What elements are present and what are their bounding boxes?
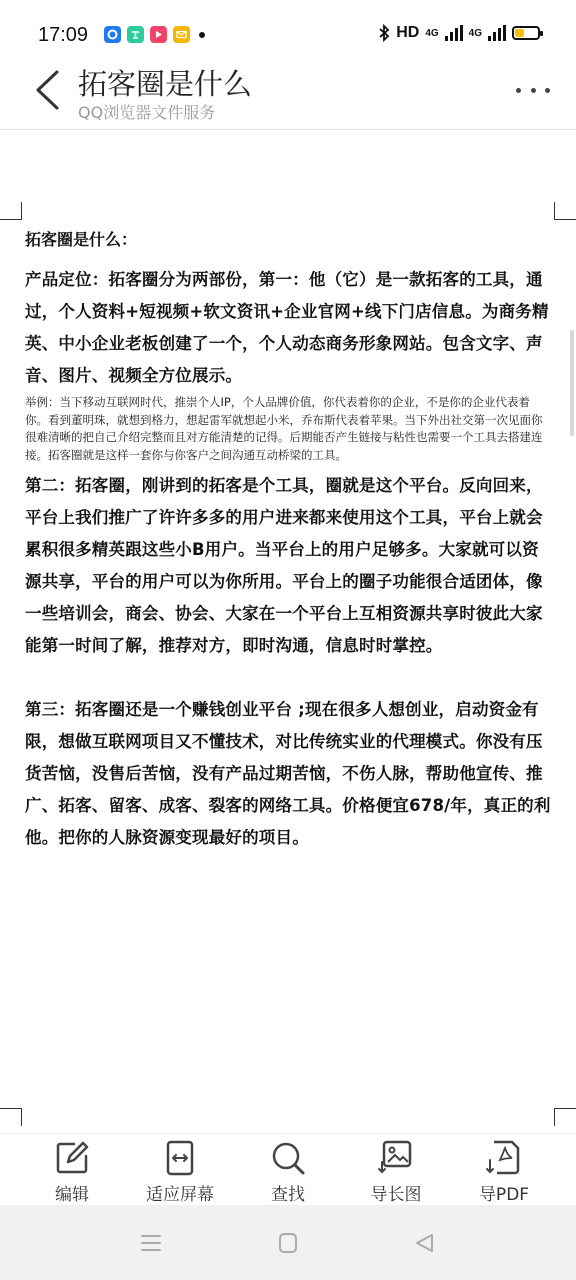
hd-label: HD — [396, 24, 420, 41]
paragraph-example: 举例：当下移动互联网时代，推崇个人IP，个人品牌价值，你代表着你的企业，不是你的企业代表着你。看到董明珠，就想到格力，想起雷军就想起小米，乔布斯代表着苹果。当下外出社交第一次见面你很难清晰的把自己介绍完整而且对方能清楚的记得。后期能否产生链接与粘性也需要一个工具去搭建连接。拓客圈就是这样一套你与你客户之间沟通互动桥梁的工具。 — [25, 395, 543, 462]
app-bar — [0, 58, 576, 130]
document-viewer[interactable] — [0, 130, 576, 1130]
page-subtitle: QQ浏览器文件服务 — [78, 103, 216, 122]
search-icon — [270, 1140, 306, 1176]
export-long-image-button[interactable] — [346, 1134, 446, 1205]
scrollbar[interactable] — [570, 330, 574, 436]
back-nav-button[interactable] — [414, 1233, 436, 1257]
document-heading: 拓客圈是什么： — [25, 230, 138, 249]
app-notification-icon — [104, 26, 121, 43]
signal-label-1: 4G — [425, 27, 439, 39]
system-nav-bar — [0, 1205, 576, 1280]
triangle-back-icon — [414, 1233, 436, 1253]
home-icon — [277, 1233, 299, 1253]
find-button[interactable] — [238, 1134, 338, 1205]
page-crop-mark — [0, 1108, 22, 1126]
signal-icon — [488, 25, 506, 41]
status-indicators — [378, 24, 540, 42]
fit-screen-icon — [162, 1140, 198, 1176]
fit-screen-label: 适应屏幕 — [146, 1185, 214, 1205]
dot-icon — [531, 88, 536, 93]
fit-screen-button[interactable] — [130, 1134, 230, 1205]
menu-button[interactable] — [140, 1233, 162, 1257]
document-content — [25, 230, 551, 854]
video-app-icon — [150, 26, 167, 43]
bottom-toolbar — [0, 1133, 576, 1205]
paragraph-positioning: 产品定位：拓客圈分为两部份，第一：他（它）是一款拓客的工具，通过，个人资料+短视频+软文资讯+企业官网+线下门店信息。为商务精英、中小企业老板创建了一个，个人动态商务形象网站。包含文字、声音、图片、视频全方位展示。 — [25, 270, 549, 385]
battery-icon — [512, 26, 540, 40]
bluetooth-icon — [378, 24, 390, 42]
edit-button[interactable] — [22, 1134, 122, 1205]
home-button[interactable] — [277, 1233, 299, 1257]
export-pdf-button[interactable] — [454, 1134, 554, 1205]
menu-icon — [140, 1233, 162, 1253]
status-time: 17:09 — [38, 24, 89, 46]
pdf-export-icon — [486, 1140, 522, 1176]
edit-icon — [54, 1140, 90, 1176]
dot-icon — [516, 88, 521, 93]
more-options-button[interactable] — [516, 84, 550, 96]
export-long-image-label: 导长图 — [370, 1185, 422, 1205]
page-crop-mark — [554, 202, 576, 220]
notification-icons — [104, 26, 205, 43]
mail-icon — [173, 26, 190, 43]
more-notifications-dot — [199, 32, 205, 38]
find-label: 查找 — [271, 1185, 305, 1205]
chevron-left-icon — [30, 68, 66, 112]
dot-icon — [545, 88, 550, 93]
app-notification-icon — [127, 26, 144, 43]
back-button[interactable] — [30, 68, 66, 112]
edit-label: 编辑 — [55, 1185, 89, 1205]
page-crop-mark — [0, 202, 22, 220]
signal-label-2: 4G — [468, 27, 482, 39]
paragraph-second: 第二：拓客圈，刚讲到的拓客是个工具，圈就是这个平台。反向回来，平台上我们推广了许许多多的用户进来都来使用这个工具，平台上就会累积很多精英跟这些小B用户。当平台上的用户足够多。大家就可以资源共享，平台的用户可以为你所用。平台上的圈子功能很合适团体，像一些培训会，商会、协会、大家在一个平台上互相资源共享时彼此大家能第一时间了解，推荐对方，即时沟通，信息时时掌控。 — [25, 476, 543, 656]
signal-icon — [445, 25, 463, 41]
image-export-icon — [378, 1140, 414, 1176]
export-pdf-label: 导PDF — [478, 1185, 530, 1205]
paragraph-third: 第三：拓客圈还是一个赚钱创业平台 ;现在很多人想创业，启动资金有限，想做互联网项目又不懂技术，对比传统实业的代理模式。你没有压货苦恼，没售后苦恼，没有产品过期苦恼，不伤人脉，帮助他宣传、推广、拓客、留客、成客、裂客的网络工具。价格便宜678/年，真正的利他。把你的人脉资源变现最好的项目。 — [25, 700, 551, 848]
page-crop-mark — [554, 1108, 576, 1126]
page-title: 拓客圈是什么 — [78, 67, 253, 101]
